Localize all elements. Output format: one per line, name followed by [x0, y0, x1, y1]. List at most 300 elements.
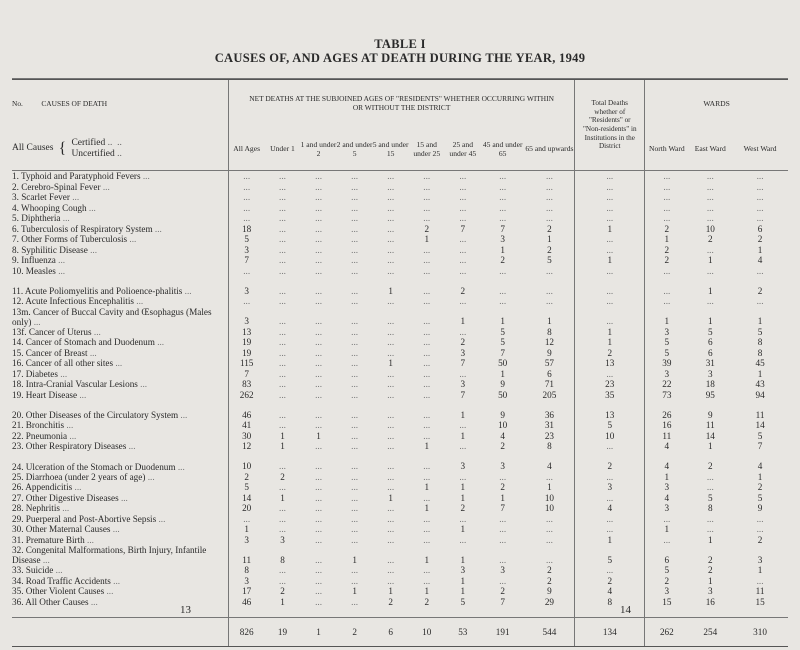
spacer-row — [12, 607, 788, 618]
table-cell: 8 — [228, 565, 264, 576]
table-cell: ... — [423, 265, 431, 276]
cause-label: 25. Diarrhoea (under 2 years of age) ... — [12, 471, 155, 482]
table-cell: ... — [423, 192, 431, 202]
cause-label: 19. Heart Disease ... — [12, 389, 87, 400]
total-cell: 191 — [481, 618, 525, 647]
table-cell: ... — [645, 171, 689, 182]
table-cell: 35 — [575, 390, 645, 401]
table-cell: ... — [279, 316, 286, 326]
table-cell: 3 — [228, 307, 264, 327]
table-cell: 14 — [228, 493, 264, 504]
dot-leader: ... — [40, 555, 50, 565]
table-cell: 6 — [757, 223, 763, 234]
table-cell: 71 — [544, 379, 554, 389]
table-cell: ... — [706, 265, 714, 276]
table-cell: ... — [423, 430, 431, 441]
table-cell: ... — [279, 565, 286, 575]
table-cell: ... — [706, 192, 714, 202]
table-cell: ... — [315, 492, 322, 503]
cause-label: 3. Scarlet Fever ... — [12, 192, 80, 202]
table-cell: ... — [387, 534, 395, 545]
page-number-right: 14 — [620, 604, 631, 616]
table-cell: ... — [279, 420, 286, 430]
table-cell: 1 — [280, 441, 285, 451]
table-cell: ... — [351, 192, 359, 202]
dot-leader: ... — [137, 379, 148, 389]
table-cell: ... — [315, 503, 322, 513]
table-cell: 1 — [280, 492, 285, 503]
table-cell: 5 — [645, 565, 689, 576]
table-cell: 15 — [645, 597, 689, 608]
table-cell: 10 — [228, 452, 264, 472]
table-cell: ... — [279, 265, 286, 276]
table-cell: 5 — [547, 255, 552, 265]
table-cell: ... — [228, 203, 264, 214]
table-cell: ... — [575, 171, 645, 182]
table-cell: ... — [279, 223, 286, 234]
table-cell: ... — [315, 379, 322, 389]
table-cell: 7 — [500, 596, 505, 607]
table-cell: ... — [423, 492, 431, 503]
table-cell: ... — [706, 171, 714, 181]
table-cell: ... — [387, 430, 395, 441]
table-cell: 10 — [544, 503, 554, 513]
table-cell: ... — [387, 575, 395, 586]
table-cell: 1 — [388, 492, 393, 503]
table-cell: ... — [499, 554, 507, 565]
table-row — [12, 203, 788, 214]
table-cell: 2 — [547, 575, 552, 586]
table-cell: 2 — [645, 245, 689, 256]
table-cell: ... — [423, 534, 431, 545]
table-cell: ... — [387, 316, 395, 326]
table-cell: 11 — [705, 420, 715, 430]
cause-label: 21. Bronchitis ... — [12, 420, 74, 430]
table-cell: ... — [315, 586, 322, 596]
table-body — [12, 171, 788, 647]
total-cell: 544 — [525, 618, 575, 647]
table-cell: 57 — [544, 358, 554, 368]
table-cell: ... — [545, 202, 553, 213]
table-cell: 1 — [500, 368, 505, 379]
table-row — [12, 255, 788, 266]
dot-leader: ... — [152, 223, 162, 234]
table-cell: 2 — [645, 255, 689, 266]
table-cell: ... — [315, 368, 322, 379]
cause-label: 23. Other Respiratory Diseases ... — [12, 441, 136, 451]
table-cell: ... — [279, 326, 286, 337]
table-cell: 2 — [388, 596, 393, 607]
table-cell: 1 — [575, 535, 645, 546]
dot-leader: ... — [55, 255, 66, 265]
table-cell: 14 — [705, 430, 715, 441]
table-cell: ... — [387, 181, 395, 192]
table-row — [12, 493, 788, 504]
table-cell: 45 — [755, 358, 765, 368]
table-cell: 2 — [707, 554, 713, 565]
table-cell: 1 — [500, 316, 505, 326]
table-cell: ... — [351, 575, 359, 586]
table-row — [12, 171, 788, 182]
table-cell: ... — [315, 285, 322, 296]
table-cell: 1 — [460, 492, 466, 503]
table-row — [12, 586, 788, 597]
table-cell: ... — [387, 503, 395, 513]
dot-leader: ... — [182, 286, 192, 296]
table-cell: ... — [459, 244, 467, 255]
table-cell: ... — [279, 202, 286, 213]
table-cell: 7 — [460, 223, 466, 234]
dot-leader: ... — [175, 461, 185, 472]
table-cell: 2 — [645, 576, 689, 587]
table-cell: 11 — [755, 586, 765, 596]
table-cell: 43 — [755, 379, 765, 389]
table-cell: ... — [315, 181, 322, 192]
table-cell: ... — [645, 192, 689, 203]
total-cell: 53 — [445, 618, 481, 647]
dot-leader: ... — [127, 234, 137, 244]
table-row — [12, 535, 788, 546]
table-cell: 2 — [575, 348, 645, 359]
table-cell: 1 — [707, 255, 713, 265]
table-cell: ... — [387, 524, 395, 534]
table-cell: ... — [315, 482, 322, 492]
table-cell: ... — [423, 181, 431, 192]
table-cell: 8 — [707, 503, 713, 513]
net-deaths-header: NET DEATHS AT THE SUBJOINED AGES OF "RESIDENTS" WHETHER OCCURRING WITHIN OR WITHOUT THE DISTRICT — [228, 80, 574, 129]
table-cell: ... — [315, 471, 322, 482]
table-cell: 262 — [228, 390, 264, 401]
table-cell: ... — [459, 534, 467, 545]
table-cell: 8 — [757, 347, 763, 358]
table-row — [12, 597, 788, 608]
table-cell: ... — [499, 524, 507, 534]
table-cell: ... — [499, 181, 507, 192]
table-cell: ... — [279, 409, 286, 420]
table-cell: ... — [706, 181, 714, 192]
table-row — [12, 390, 788, 401]
total-deaths-header: Total Deaths whether of "Residents" or "Non-residents" in Institutions in the District — [575, 80, 645, 171]
table-cell: ... — [545, 265, 553, 276]
table-cell: 2 — [460, 337, 466, 347]
table-cell: ... — [315, 202, 322, 213]
table-cell: ... — [279, 213, 286, 223]
dot-leader: ... — [60, 213, 70, 223]
table-cell: ... — [545, 181, 553, 192]
table-cell: 5 — [757, 430, 763, 441]
table-row — [12, 348, 788, 359]
table-cell: ... — [756, 575, 764, 586]
total-cell: 10 — [409, 618, 445, 647]
table-cell: ... — [279, 389, 286, 400]
table-cell: 19 — [228, 337, 264, 348]
table-cell: 3 — [757, 554, 763, 565]
table-cell: 1 — [388, 358, 393, 368]
table-cell: ... — [645, 182, 689, 193]
table-cell: ... — [645, 266, 689, 277]
table-cell: 3 — [575, 482, 645, 493]
table-cell: ... — [575, 524, 645, 535]
table-cell: ... — [315, 337, 322, 347]
total-cell: 254 — [688, 618, 732, 647]
table-cell: ... — [499, 471, 507, 482]
table-cell: ... — [575, 266, 645, 277]
table-cell: ... — [575, 493, 645, 504]
table-cell: 1 — [645, 307, 689, 327]
cause-label: 28. Nephritis ... — [12, 503, 70, 513]
ward-col-header: North Ward — [645, 128, 689, 171]
table-cell: ... — [575, 234, 645, 245]
table-cell: 2 — [280, 586, 285, 596]
table-cell: 3 — [280, 534, 285, 545]
table-cell: ... — [351, 285, 359, 296]
table-cell: ... — [387, 554, 395, 565]
dot-leader: ... — [84, 534, 94, 545]
table-cell: 4 — [645, 493, 689, 504]
table-cell: ... — [459, 513, 467, 524]
table-cell: ... — [315, 554, 322, 565]
table-cell: ... — [228, 192, 264, 203]
table-cell: ... — [756, 171, 764, 181]
wards-header: WARDS — [645, 80, 788, 129]
table-cell: 1 — [352, 554, 357, 565]
table-cell: 10 — [575, 431, 645, 442]
cause-label: 14. Cancer of Stomach and Duodenum ... — [12, 337, 165, 347]
table-cell: ... — [423, 326, 431, 337]
table-cell: 1 — [757, 316, 763, 326]
table-cell: ... — [499, 265, 507, 276]
table-cell: 8 — [575, 597, 645, 608]
table-cell: 2 — [757, 285, 763, 296]
uncertified-label: Uncertified — [71, 149, 115, 159]
table-cell: ... — [706, 202, 714, 213]
table-cell: ... — [645, 535, 689, 546]
table-cell: 2 — [707, 461, 713, 471]
table-cell: ... — [315, 524, 322, 534]
table-cell: ... — [459, 234, 467, 244]
table-cell: 6 — [707, 347, 713, 358]
table-cell: 1 — [547, 482, 552, 492]
table-row — [12, 420, 788, 431]
table-row — [12, 266, 788, 277]
table-cell: ... — [351, 441, 359, 451]
table-cell: ... — [756, 202, 764, 213]
table-cell: ... — [423, 471, 431, 482]
dot-leader: ... — [53, 565, 63, 575]
cause-label: 33. Suicide ... — [12, 565, 63, 575]
table-cell: ... — [315, 358, 322, 368]
table-cell: 6 — [645, 545, 689, 565]
table-cell: 1 — [460, 482, 466, 492]
table-cell: ... — [228, 213, 264, 224]
table-cell: ... — [315, 316, 322, 326]
table-cell: 1 — [352, 586, 357, 596]
cause-label: 9. Influenza ... — [12, 255, 66, 265]
table-cell: 5 — [575, 545, 645, 565]
table-cell: ... — [423, 389, 431, 400]
dot-leader: ... — [31, 316, 41, 327]
table-cell: 1 — [645, 472, 689, 483]
table-cell: 1 — [388, 285, 393, 296]
table-cell: 2 — [707, 565, 713, 575]
dot-leader: ... — [133, 296, 144, 306]
certified-group: Certified .. .. Uncertified .. — [71, 138, 122, 159]
table-cell: ... — [387, 265, 395, 276]
age-col-header: Under 1 — [264, 128, 300, 171]
table-cell: 10 — [498, 420, 508, 430]
table-row — [12, 503, 788, 514]
table-cell: ... — [279, 234, 286, 244]
table-cell: 3 — [707, 586, 713, 596]
table-cell: 1 — [707, 441, 713, 451]
table-cell: ... — [351, 213, 359, 223]
age-col-header: 45 and under 65 — [481, 128, 525, 171]
dot-leader: ... — [67, 430, 77, 441]
dot-leader: ... — [87, 244, 97, 255]
table-cell: ... — [387, 213, 395, 223]
table-cell: ... — [279, 192, 286, 202]
table-cell: ... — [423, 337, 431, 347]
ward-col-header: East Ward — [688, 128, 732, 171]
table-cell: ... — [575, 472, 645, 483]
table-row — [12, 379, 788, 390]
table-cell: 5 — [228, 482, 264, 493]
table-cell: 4 — [645, 452, 689, 472]
cause-label: 8. Syphilitic Disease ... — [12, 244, 97, 255]
table-cell: 13 — [228, 327, 264, 338]
table-cell: ... — [575, 307, 645, 327]
table-cell: ... — [351, 171, 359, 181]
table-row — [12, 276, 788, 296]
table-cell: ... — [459, 265, 467, 276]
table-cell: 26 — [645, 400, 689, 420]
table-cell: ... — [423, 420, 431, 430]
table-cell: ... — [545, 296, 553, 306]
table-row — [12, 514, 788, 525]
table-cell: ... — [387, 171, 395, 181]
total-cell: 2 — [337, 618, 373, 647]
table-cell: ... — [459, 441, 467, 451]
table-cell: 23 — [544, 430, 554, 441]
table-subtitle: CAUSES OF, AND AGES AT DEATH DURING THE YEAR, 1949 — [214, 51, 586, 65]
table-cell: 1 — [424, 482, 430, 492]
brace: { — [58, 140, 67, 158]
table-cell: 9 — [500, 409, 505, 420]
table-cell: 1 — [757, 244, 763, 255]
table-row — [12, 224, 788, 235]
table-cell: 5 — [575, 420, 645, 431]
table-cell: 2 — [500, 441, 505, 451]
cause-label: 15. Cancer of Breast ... — [12, 347, 97, 358]
table-cell: ... — [423, 255, 431, 265]
table-cell: ... — [351, 202, 359, 213]
table-cell: ... — [351, 337, 359, 347]
table-cell: ... — [387, 223, 395, 234]
table-cell: 1 — [460, 316, 466, 326]
table-cell: ... — [315, 171, 322, 181]
dot-leader: ... — [118, 492, 128, 503]
age-col-header: All Ages — [228, 128, 264, 171]
table-title: TABLE I — [374, 37, 426, 51]
table-cell: 8 — [757, 337, 763, 347]
table-cell: 3 — [500, 565, 505, 575]
table-cell: ... — [387, 409, 395, 420]
table-cell: 46 — [228, 400, 264, 420]
table-cell: ... — [645, 296, 689, 307]
table-cell: ... — [228, 296, 264, 307]
table-cell: ... — [387, 482, 395, 492]
cause-label: 34. Road Traffic Accidents ... — [12, 575, 121, 586]
table-cell: 115 — [228, 358, 264, 369]
table-cell: 13 — [575, 358, 645, 369]
table-row — [12, 400, 788, 420]
table-row — [12, 576, 788, 587]
table-cell: ... — [315, 192, 322, 202]
table-cell: ... — [351, 513, 359, 524]
table-cell: ... — [545, 471, 553, 482]
table-cell: ... — [545, 213, 553, 223]
table-cell: ... — [315, 565, 322, 575]
table-cell: 2 — [757, 534, 763, 545]
table-cell: ... — [423, 575, 431, 586]
ward-col-header: West Ward — [732, 128, 788, 171]
table-cell: ... — [423, 565, 431, 575]
table-cell: 2 — [547, 223, 552, 234]
table-cell: 1 — [757, 368, 763, 379]
table-row — [12, 245, 788, 256]
table-cell: 18 — [705, 379, 715, 389]
table-cell: 7 — [228, 369, 264, 380]
table-cell: ... — [315, 296, 322, 306]
cause-label: 30. Other Maternal Causes ... — [12, 524, 120, 534]
table-cell: 2 — [500, 586, 505, 596]
table-cell: ... — [575, 296, 645, 307]
total-cell: 310 — [732, 618, 788, 647]
dot-leader: ... — [110, 575, 121, 586]
table-cell: ... — [575, 203, 645, 214]
table-cell: 5 — [707, 326, 713, 337]
table-cell: ... — [351, 358, 359, 368]
table-cell: ... — [423, 347, 431, 358]
total-cell: 6 — [373, 618, 409, 647]
table-cell: ... — [387, 441, 395, 451]
table-cell: 2 — [500, 255, 505, 265]
table-cell: 16 — [645, 420, 689, 431]
table-cell: ... — [351, 461, 359, 471]
table-cell: ... — [387, 255, 395, 265]
table-cell: 18 — [228, 224, 264, 235]
table-cell: 2 — [645, 224, 689, 235]
table-cell: 1 — [460, 554, 466, 565]
table-cell: ... — [279, 358, 286, 368]
table-cell: 7 — [460, 389, 466, 400]
table-cell: ... — [459, 202, 467, 213]
dot-leader: ... — [55, 265, 66, 276]
table-cell: ... — [387, 244, 395, 255]
table-cell: ... — [279, 524, 286, 534]
table-cell: ... — [459, 471, 467, 482]
table-cell: 1 — [424, 586, 430, 596]
table-cell: ... — [545, 285, 553, 296]
table-row — [12, 296, 788, 307]
table-cell: 19 — [228, 348, 264, 359]
table-cell: 1 — [757, 471, 763, 482]
table-cell: ... — [459, 192, 467, 202]
certified-label: Certified — [71, 138, 106, 148]
table-cell: ... — [706, 471, 714, 482]
table-cell: ... — [351, 223, 359, 234]
table-cell: ... — [279, 285, 286, 296]
